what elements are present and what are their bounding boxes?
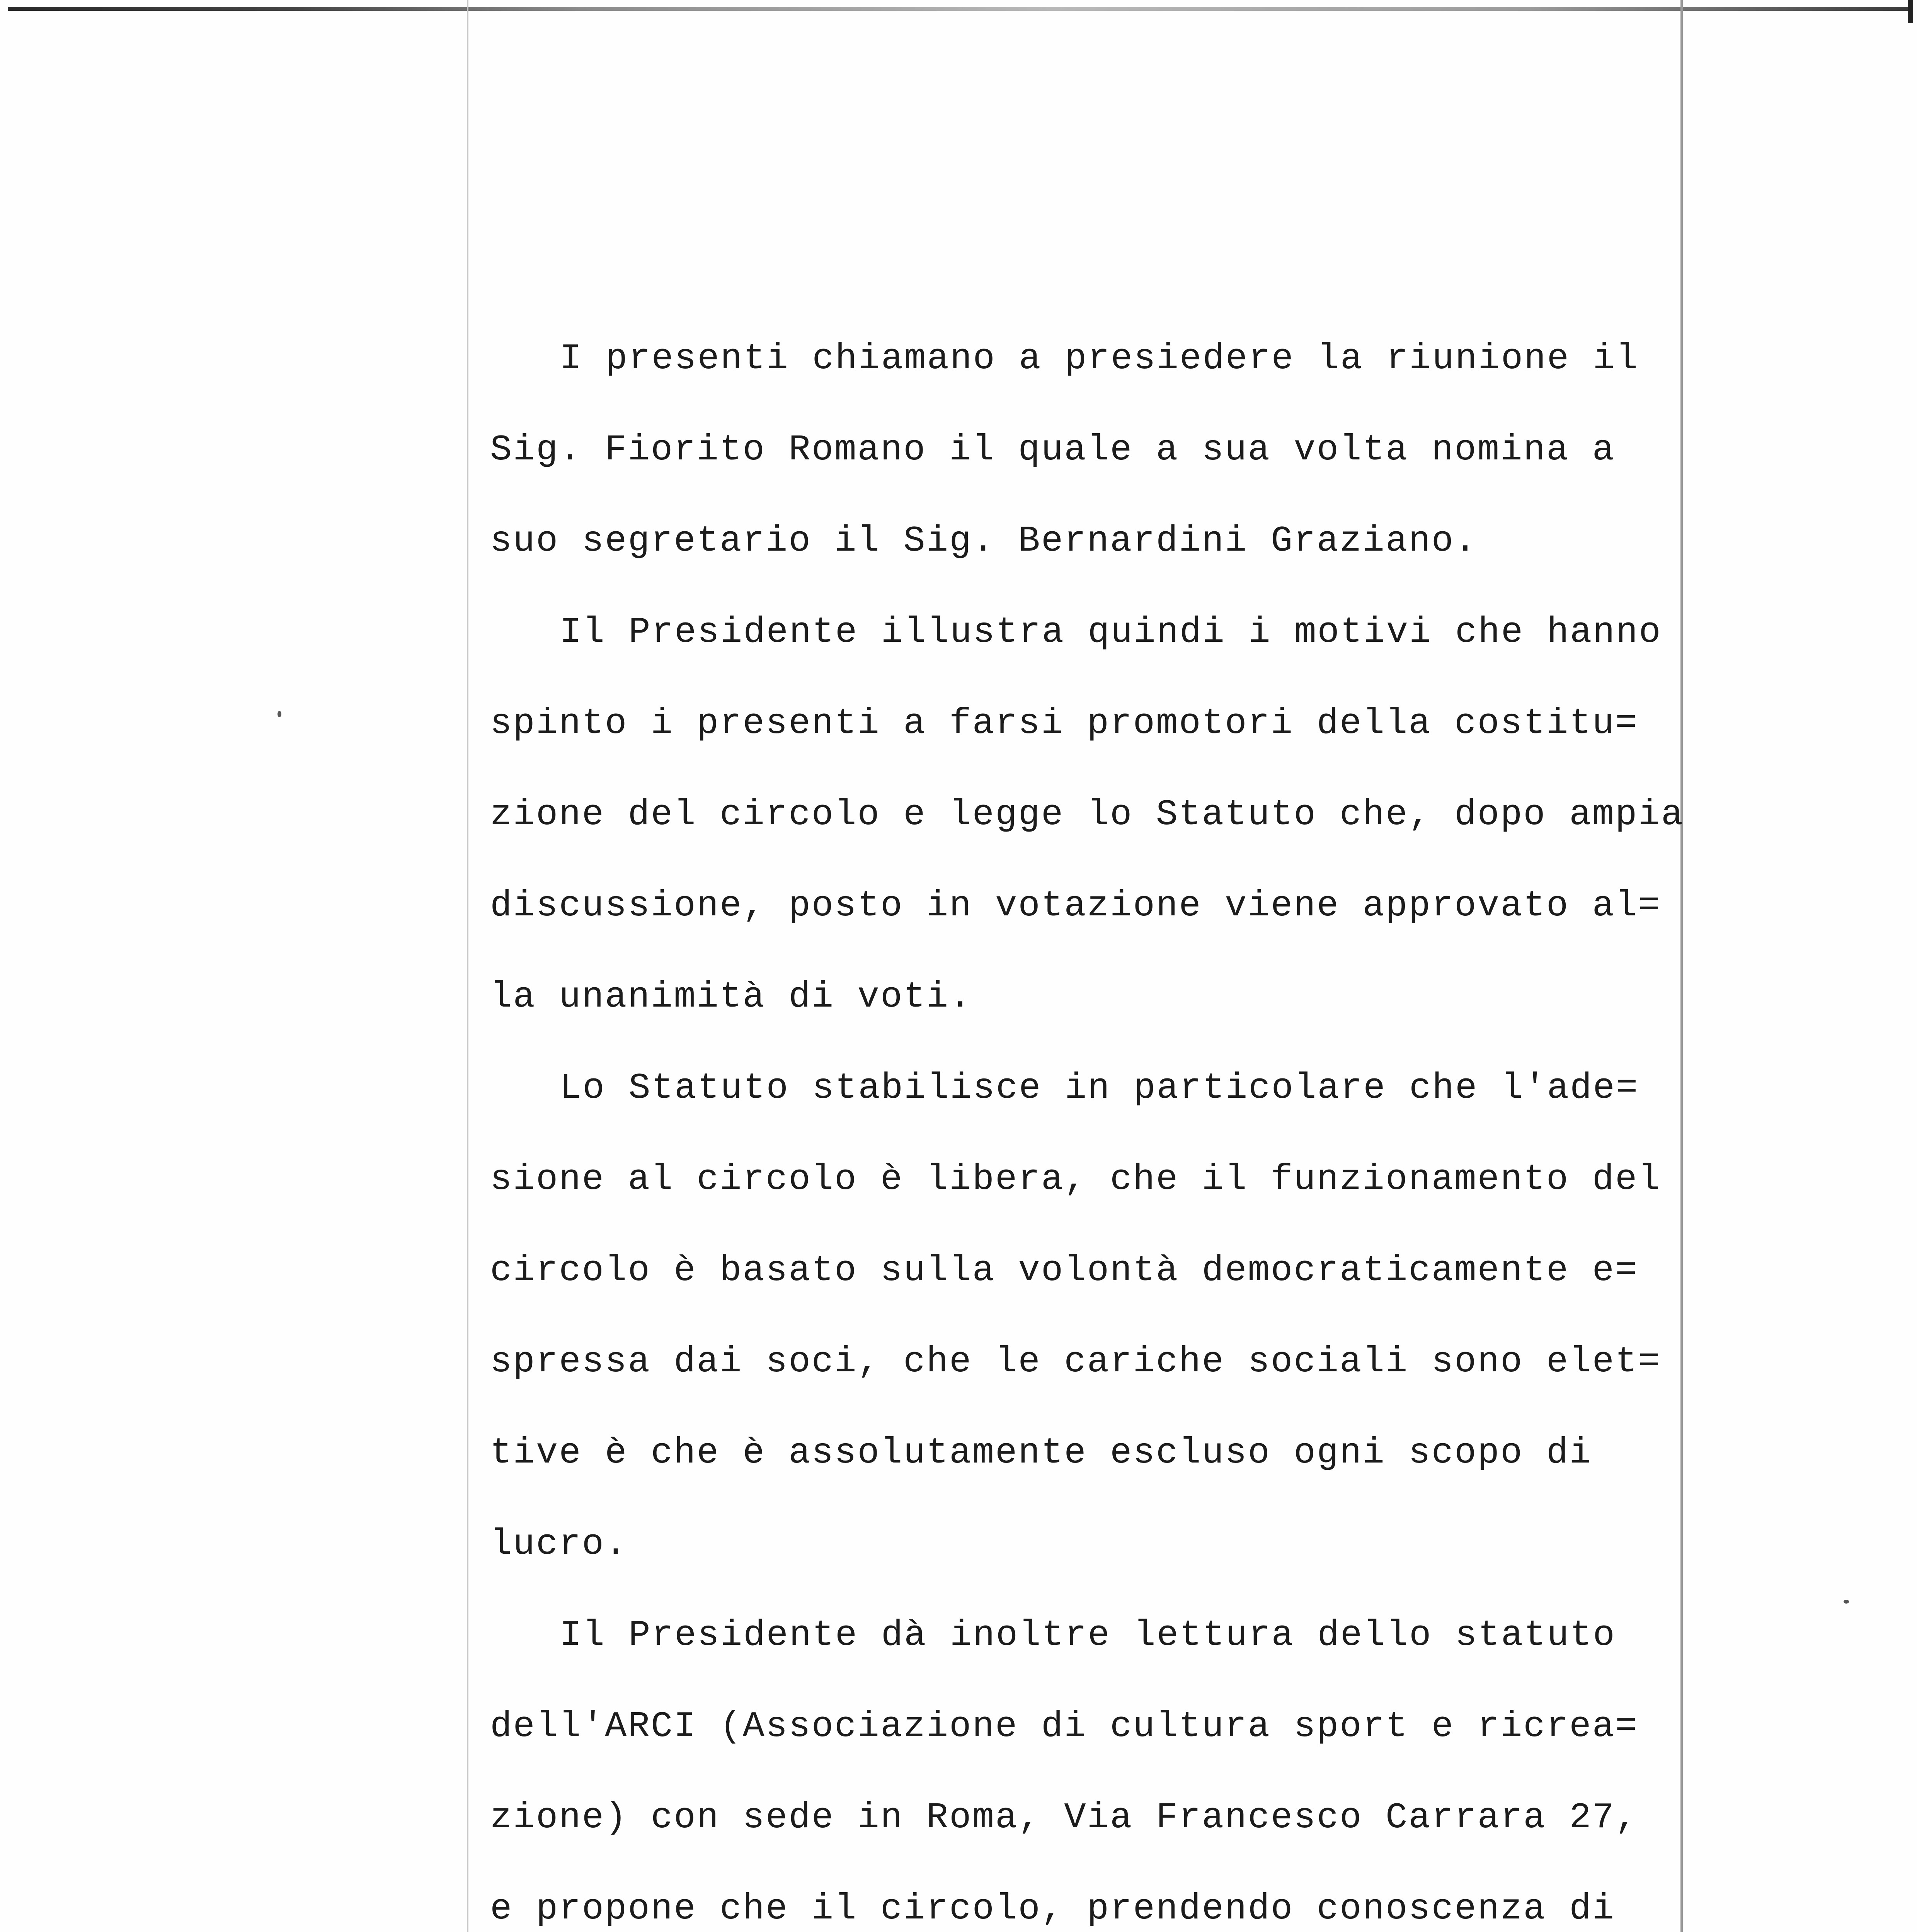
text-line: Sig. Fiorito Romano il quale a sua volta nomina a — [490, 430, 1616, 471]
document-body — [490, 336, 1704, 1932]
text-line: zione del circolo e legge lo Statuto che, dopo ampia — [490, 794, 1684, 835]
corner-mark — [1908, 0, 1913, 23]
text-line: spinto i presenti a farsi promotori della costitu= — [490, 703, 1638, 744]
text-line: discussione, posto in votazione viene approvato al= — [490, 886, 1661, 927]
text-line: e propone che il circolo, prendendo conoscenza di — [490, 1889, 1616, 1930]
text-line: sione al circolo è libera, che il funzionamento del — [490, 1159, 1661, 1200]
text-line: Il Presidente dà inoltre lettura dello statuto — [560, 1615, 1616, 1656]
text-line: Lo Statuto stabilisce in particolare che l'ade= — [560, 1068, 1639, 1109]
text-line: lucro. — [490, 1524, 628, 1565]
paper-speck — [1844, 1600, 1849, 1604]
left-margin-rule — [467, 0, 468, 1932]
text-line: tive è che è assolutamente escluso ogni scopo di — [490, 1433, 1592, 1474]
text-line: spressa dai soci, che le cariche sociali sono elet= — [490, 1342, 1661, 1383]
text-line: la unanimità di voti. — [490, 977, 972, 1018]
text-line: suo segretario il Sig. Bernardini Graziano. — [490, 521, 1478, 562]
text-line: dell'ARCI (Associazione di cultura sport e ricrea= — [490, 1706, 1638, 1747]
text-line: zione) con sede in Roma, Via Francesco Carrara 27, — [490, 1798, 1638, 1838]
paper-speck — [278, 711, 281, 717]
text-line: Il Presidente illustra quindi i motivi che hanno — [560, 612, 1662, 653]
page-top-edge — [8, 7, 1909, 11]
text-line: circolo è basato sulla volontà democraticamente e= — [490, 1250, 1638, 1291]
text-line: I presenti chiamano a presiedere la riunione il — [560, 338, 1639, 379]
